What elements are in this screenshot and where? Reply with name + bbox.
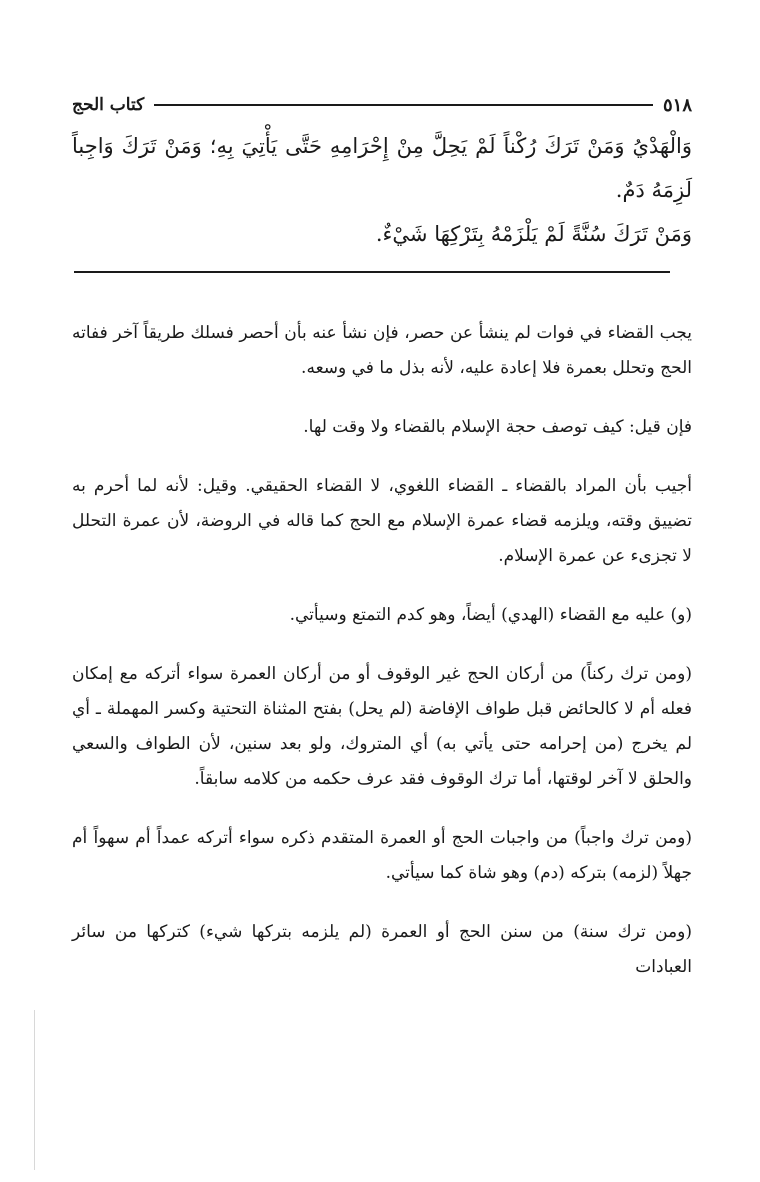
main-text-paragraph: وَالْهَدْيُ وَمَنْ تَرَكَ رُكْناً لَمْ يَحِلَّ مِنْ إِحْرَامِهِ حَتَّى يَأْتِيَ بِهِ؛ وَمَنْ تَرَكَ وَاجِباً لَزِمَهُ دَمٌ. — [72, 134, 692, 202]
commentary-paragraph: أجيب بأن المراد بالقضاء ـ القضاء اللغوي، لا القضاء الحقيقي. وقيل: لأنه لما أحرم به تضييق وقته، ويلزمه قضاء عمرة الإسلام مع الحج كما قاله في الروضة، لأن عمرة التحلل لا تجزىء عن عمرة الإسلام. — [72, 476, 692, 566]
book-title: كتاب الحج — [72, 95, 145, 115]
commentary-paragraph: (ومن ترك سنة) من سنن الحج أو العمرة (لم يلزمه بتركها شيء) كتركها من سائر العبادات — [72, 922, 692, 977]
header-rule — [154, 104, 653, 106]
section-divider — [74, 271, 670, 273]
commentary-paragraph: (ومن ترك واجباً) من واجبات الحج أو العمرة المتقدم ذكره سواء أتركه عمداً أم سهواً أم جهلاً (لزمه) بتركه (دم) وهو شاة كما سيأتي. — [72, 828, 692, 883]
main-text — [72, 124, 692, 256]
main-text-paragraph: وَمَنْ تَرَكَ سُنَّةً لَمْ يَلْزَمْهُ بِتَرْكِهَا شَيْءٌ. — [375, 222, 692, 246]
commentary-paragraph: فإن قيل: كيف توصف حجة الإسلام بالقضاء ولا وقت لها. — [303, 417, 692, 437]
page-number: ٥١٨ — [662, 94, 692, 116]
page-header — [72, 92, 692, 118]
scan-margin-line — [34, 1010, 35, 1170]
commentary-paragraph: يجب القضاء في فوات لم ينشأ عن حصر، فإن نشأ عنه بأن أحصر فسلك طريقاً آخر ففاته الحج وتحلل بعمرة فلا إعادة عليه، لأنه بذل ما في وسعه. — [72, 323, 692, 378]
commentary-paragraph: (ومن ترك ركناً) من أركان الحج غير الوقوف أو من أركان العمرة سواء أتركه مع إمكان فعله أم لا كالحائض قبل طواف الإفاضة (لم يحل) بفتح المثناة التحتية وكسر المهملة ـ أي لم يخرج (من إحرامه حتى يأتي به) أي المتروك، ولو بعد سنين، لأن الطواف والسعي والحلق لا آخر لوقتها، أما ترك الوقوف فقد عرف حكمه من كلامه سابقاً. — [72, 664, 692, 789]
commentary-paragraph: (و) عليه مع القضاء (الهدي) أيضاً، وهو كدم التمتع وسيأتي. — [289, 605, 692, 625]
commentary-text — [72, 316, 692, 985]
